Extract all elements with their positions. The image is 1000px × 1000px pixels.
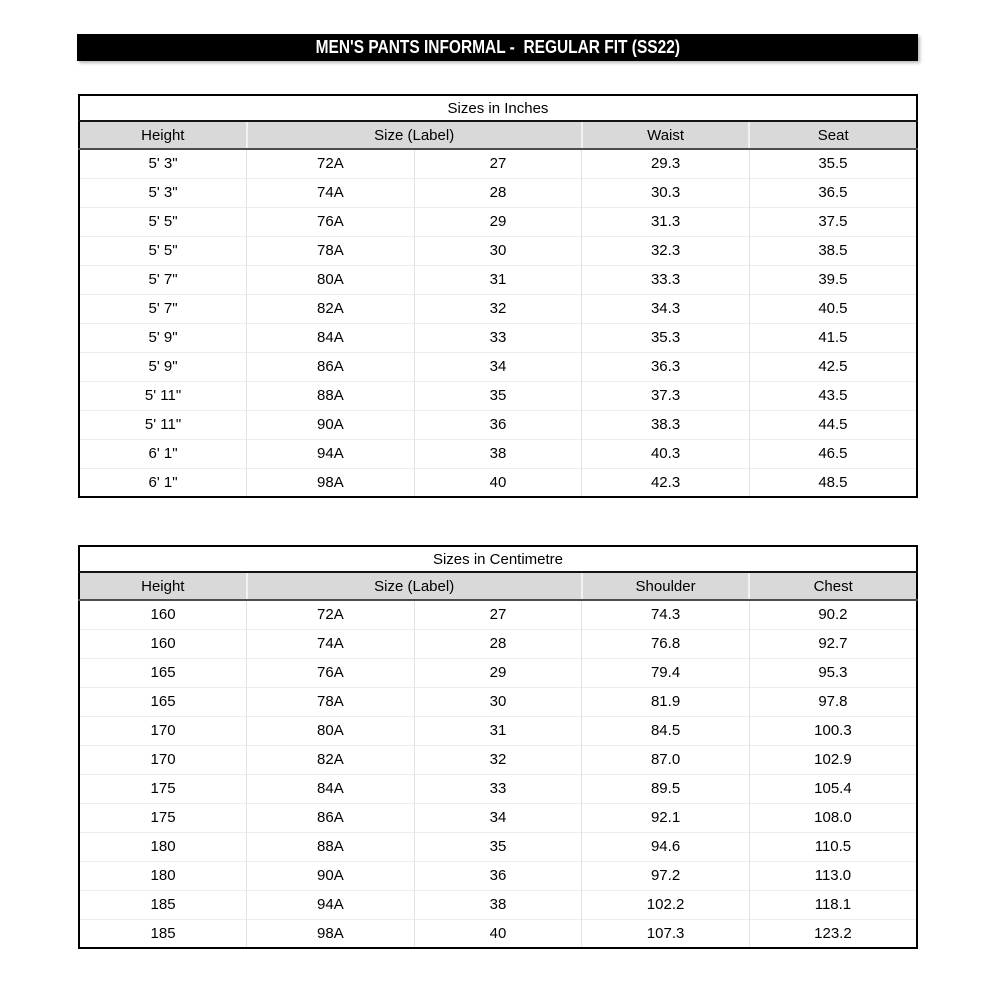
table-cell: 78A (247, 687, 415, 716)
title-bar (77, 34, 918, 61)
table-cell: 43.5 (749, 381, 917, 410)
table-caption: Sizes in Centimetre (79, 546, 917, 572)
table-cell: 34 (414, 352, 582, 381)
table-cell: 36 (414, 410, 582, 439)
table-row (79, 236, 917, 265)
table-cell: 74A (247, 178, 415, 207)
table-cell: 38.5 (749, 236, 917, 265)
table-row (79, 410, 917, 439)
table-cell: 30 (414, 236, 582, 265)
table-row (79, 265, 917, 294)
table-cell: 40 (414, 468, 582, 497)
table-cell: 165 (79, 658, 247, 687)
table-row (79, 919, 917, 948)
table-row (79, 861, 917, 890)
table-cell: 123.2 (749, 919, 917, 948)
table-cell: 40.5 (749, 294, 917, 323)
table-cell: 94.6 (582, 832, 750, 861)
table-cell: 98A (247, 468, 415, 497)
table-caption-row (79, 546, 917, 572)
table-row (79, 687, 917, 716)
table-cell: 97.2 (582, 861, 750, 890)
page-title: MEN'S PANTS INFORMAL - REGULAR FIT (SS22) (315, 37, 680, 57)
table-cell: 88A (247, 832, 415, 861)
table-cell: 29.3 (582, 149, 750, 178)
table-cell: 80A (247, 716, 415, 745)
table-cell: 38.3 (582, 410, 750, 439)
centimetre-size-table (78, 545, 918, 949)
table-row (79, 323, 917, 352)
table-cell: 33 (414, 774, 582, 803)
table-cell: 5' 3" (79, 178, 247, 207)
table-cell: 30 (414, 687, 582, 716)
table-cell: 76A (247, 658, 415, 687)
table-cell: 84A (247, 774, 415, 803)
table-cell: 76.8 (582, 629, 750, 658)
table-header-row (79, 572, 917, 600)
table-cell: 42.3 (582, 468, 750, 497)
table-row (79, 774, 917, 803)
table-row (79, 745, 917, 774)
table-cell: 32 (414, 294, 582, 323)
table-row (79, 178, 917, 207)
table-cell: 37.5 (749, 207, 917, 236)
table-cell: 89.5 (582, 774, 750, 803)
table-cell: 38 (414, 439, 582, 468)
table-cell: 29 (414, 658, 582, 687)
table-cell: 33.3 (582, 265, 750, 294)
table-cell: 34 (414, 803, 582, 832)
column-header-shoulder: Shoulder (582, 572, 750, 600)
table-cell: 31.3 (582, 207, 750, 236)
table-cell: 95.3 (749, 658, 917, 687)
table-row (79, 832, 917, 861)
table-cell: 5' 9" (79, 352, 247, 381)
table-row (79, 149, 917, 178)
table-cell: 40 (414, 919, 582, 948)
table-cell: 42.5 (749, 352, 917, 381)
table-row (79, 439, 917, 468)
table-cell: 170 (79, 745, 247, 774)
table-cell: 36 (414, 861, 582, 890)
table-cell: 113.0 (749, 861, 917, 890)
table-cell: 98A (247, 919, 415, 948)
table-cell: 92.7 (749, 629, 917, 658)
table-cell: 165 (79, 687, 247, 716)
table-cell: 6' 1" (79, 439, 247, 468)
table-cell: 35 (414, 381, 582, 410)
table-cell: 84.5 (582, 716, 750, 745)
table-cell: 78A (247, 236, 415, 265)
cm-table-body (79, 600, 917, 948)
table-cell: 28 (414, 178, 582, 207)
table-cell: 30.3 (582, 178, 750, 207)
table-cell: 35 (414, 832, 582, 861)
table-cell: 33 (414, 323, 582, 352)
table-cell: 29 (414, 207, 582, 236)
table-cell: 5' 7" (79, 265, 247, 294)
table-cell: 86A (247, 803, 415, 832)
table-cell: 90A (247, 410, 415, 439)
table-cell: 28 (414, 629, 582, 658)
table-cell: 79.4 (582, 658, 750, 687)
table-cell: 27 (414, 149, 582, 178)
table-cell: 81.9 (582, 687, 750, 716)
column-header-chest: Chest (749, 572, 917, 600)
table-caption-row (79, 95, 917, 121)
table-cell: 72A (247, 600, 415, 629)
table-cell: 185 (79, 890, 247, 919)
table-cell: 80A (247, 265, 415, 294)
table-cell: 5' 5" (79, 236, 247, 265)
table-row (79, 352, 917, 381)
table-row (79, 381, 917, 410)
inches-table-body (79, 149, 917, 497)
table-cell: 5' 3" (79, 149, 247, 178)
table-cell: 118.1 (749, 890, 917, 919)
table-cell: 94A (247, 890, 415, 919)
table-cell: 160 (79, 629, 247, 658)
table-cell: 90.2 (749, 600, 917, 629)
table-cell: 107.3 (582, 919, 750, 948)
table-cell: 72A (247, 149, 415, 178)
table-cell: 27 (414, 600, 582, 629)
table-cell: 46.5 (749, 439, 917, 468)
table-cell: 180 (79, 861, 247, 890)
table-header-row (79, 121, 917, 149)
table-cell: 74.3 (582, 600, 750, 629)
table-row (79, 890, 917, 919)
table-cell: 5' 11" (79, 410, 247, 439)
table-cell: 48.5 (749, 468, 917, 497)
table-row (79, 629, 917, 658)
table-cell: 94A (247, 439, 415, 468)
table-cell: 5' 11" (79, 381, 247, 410)
inches-size-table (78, 94, 918, 498)
column-header-height: Height (79, 572, 247, 600)
table-cell: 76A (247, 207, 415, 236)
table-cell: 5' 7" (79, 294, 247, 323)
table-cell: 84A (247, 323, 415, 352)
table-row (79, 294, 917, 323)
table-row (79, 803, 917, 832)
table-cell: 5' 9" (79, 323, 247, 352)
column-header-seat: Seat (749, 121, 917, 149)
table-cell: 82A (247, 745, 415, 774)
table-cell: 102.9 (749, 745, 917, 774)
table-cell: 41.5 (749, 323, 917, 352)
table-cell: 44.5 (749, 410, 917, 439)
table-cell: 37.3 (582, 381, 750, 410)
table-row (79, 716, 917, 745)
table-cell: 87.0 (582, 745, 750, 774)
table-cell: 38 (414, 890, 582, 919)
table-cell: 102.2 (582, 890, 750, 919)
table-cell: 6' 1" (79, 468, 247, 497)
table-cell: 31 (414, 265, 582, 294)
table-cell: 90A (247, 861, 415, 890)
table-row (79, 658, 917, 687)
table-cell: 36.5 (749, 178, 917, 207)
table-cell: 92.1 (582, 803, 750, 832)
table-row (79, 207, 917, 236)
table-cell: 185 (79, 919, 247, 948)
table-cell: 175 (79, 774, 247, 803)
table-cell: 74A (247, 629, 415, 658)
column-header-height: Height (79, 121, 247, 149)
table-cell: 88A (247, 381, 415, 410)
table-cell: 32.3 (582, 236, 750, 265)
table-cell: 100.3 (749, 716, 917, 745)
column-header-size-label: Size (Label) (247, 572, 582, 600)
table-cell: 35.3 (582, 323, 750, 352)
table-cell: 175 (79, 803, 247, 832)
table-cell: 86A (247, 352, 415, 381)
table-cell: 36.3 (582, 352, 750, 381)
table-cell: 108.0 (749, 803, 917, 832)
table-cell: 35.5 (749, 149, 917, 178)
table-row (79, 468, 917, 497)
table-cell: 97.8 (749, 687, 917, 716)
table-cell: 170 (79, 716, 247, 745)
table-cell: 82A (247, 294, 415, 323)
table-cell: 110.5 (749, 832, 917, 861)
table-cell: 32 (414, 745, 582, 774)
table-cell: 180 (79, 832, 247, 861)
table-cell: 31 (414, 716, 582, 745)
table-cell: 34.3 (582, 294, 750, 323)
column-header-waist: Waist (582, 121, 750, 149)
table-cell: 5' 5" (79, 207, 247, 236)
table-cell: 40.3 (582, 439, 750, 468)
table-cell: 39.5 (749, 265, 917, 294)
table-row (79, 600, 917, 629)
column-header-size-label: Size (Label) (247, 121, 582, 149)
table-cell: 105.4 (749, 774, 917, 803)
table-cell: 160 (79, 600, 247, 629)
table-caption: Sizes in Inches (79, 95, 917, 121)
